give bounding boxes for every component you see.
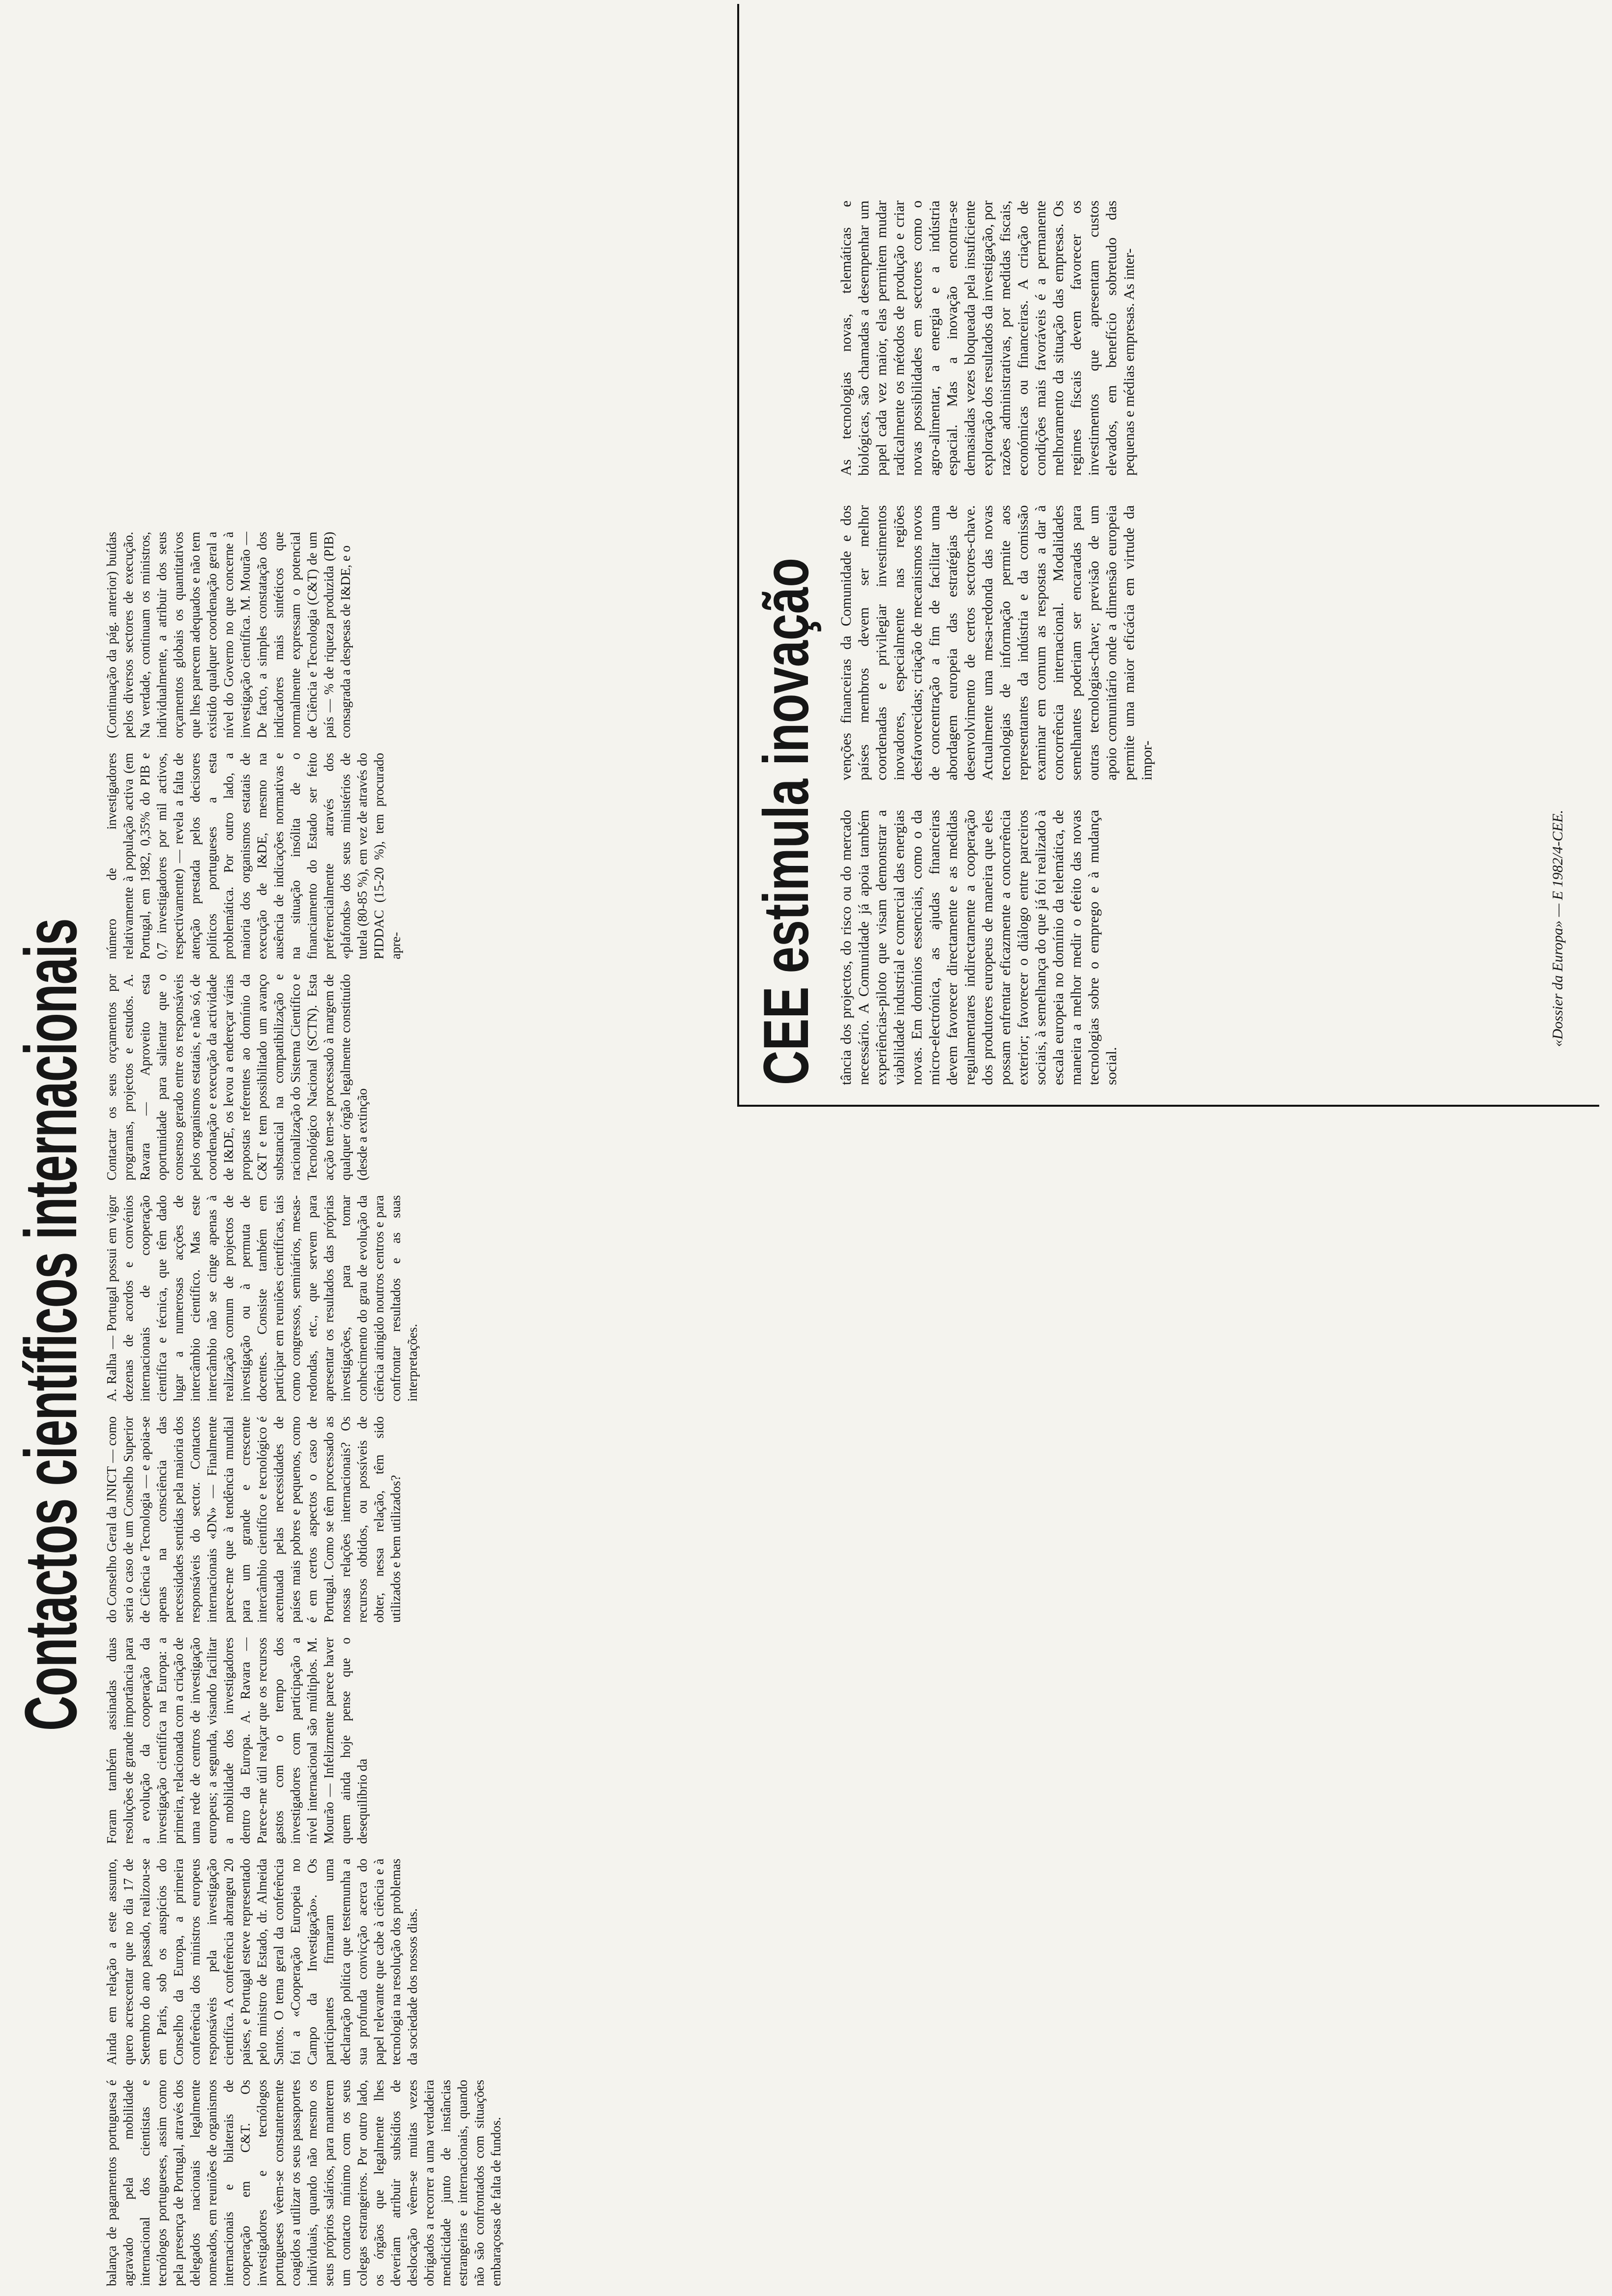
article-column-5: A. Ralha — Portugal possui em vigor dezenas de acordos e convénios internacionais de cooperação científica e técnica, que têm dado lugar a numerosas acções de intercâmbio científico. Mas este intercâmbio não se cinge apenas à realização comum de projectos de investigação ou à permuta de docentes. Consiste também em participar em reuniões científicas, tais como congressos, seminários, mesas-redondas, etc., que servem para apresentar os resultados das próprias investigações, para tomar conhecimento do grau de evolução da ciência atingido noutros centros e para confrontar resultados e as suas interpretações. <box>104 1195 420 1402</box>
article-column-1: balança de pagamentos portuguesa é agravado pela mobilidade internacional dos cientistas e tecnólogos portugueses, assim como pela presença de Portugal, através dos delegados nacionais legalmente nomeados, em reuniões de organismos internacionais e bilaterais de cooperação em C&T. Os investigadores e tecnólogos portugueses vêem-se constantemente coagidos a utilizar os seus passaportes individuais, quando não mesmo os seus próprios salários, para manterem um contacto mínimo com os seus colegas estrangeiros. Por outro lado, os órgãos que legalmente lhes deveriam atribuir subsídios de deslocação vêem-se muitas vezes obrigados a recorrer a uma verdadeira mendicidade junto de instâncias estrangeiras e internacionais, quando não são confrontados com situações embaraçosas de falta de fundos. <box>104 2080 503 2286</box>
boxed-column-1: tância dos projectos, do risco ou do mercado necessário. A Comunidade já apoia também experiências-piloto que visam demonstrar a viabilidade industrial e comercial das energias novas. Em domínios essenciais, como o da micro-electrónica, as ajudas financeiras devem favorecer directamente e as medidas regulamentares indirectamente a cooperação dos produtores europeus de maneira que eles possam enfrentar eficazmente a concorrência exterior; favorecer o diálogo entre parceiros sociais, à semelhança do que já foi realizado à escala europeia no domínio da telemática, de maneira a melhor medir o efeito das novas tecnologias sobre o emprego e à mudança social. <box>838 810 1120 1085</box>
headline-cee: CEE estimula inovação <box>750 558 822 1085</box>
article-column-6: Contactar os seus orçamentos por programas, projectos e estudos. A. Ravara — Aproveito esta oportunidade para salientar que o consenso gerado entre os responsáveis pelos organismos estatais, e não só, de coordenação e execução da actividade de I&DE, os levou a endereçar várias propostas referentes ao domínio da C&T e tem possibilitado um avanço substancial na compatibilização e racionalização do Sistema Científico e Tecnológico Nacional (SCTN). Esta acção tem-se processado à margem de qualquer órgão legalmente constituído (desde a extinção <box>104 974 370 1180</box>
article-column-4: do Conselho Geral da JNICT — como seria o caso de um Conselho Superior de Ciência e Tecnologia — e apoia-se apenas na consciência das necessidades sentidas pela maioria dos responsáveis do sector. Contactos internacionais «DN» — Finalmente parece-me que à tendência mundial para um grande e crescente intercâmbio científico e tecnológico é acentuada pelas necessidades de países mais pobres e pequenos, como é em certos aspectos o caso de Portugal. Como se têm processado as nossas relações internacionais? Os recursos obtidos, ou possíveis de obter, nessa relação, têm sido utilizados e bem utilizados? <box>104 1416 403 1623</box>
boxed-article-cee <box>737 4 1599 1107</box>
article-column-2: Ainda em relação a este assunto, quero acrescentar que no dia 17 de Setembro do ano passado, realizou-se em Paris, sob os auspícios do Conselho da Europa, a primeira conferência dos ministros europeus responsáveis pela investigação científica. A conferência abrangeu 20 países, e Portugal esteve representado pelo ministro de Estado, dr. Almeida Santos. O tema geral da conferência foi a «Cooperação Europeia no Campo da Investigação». Os participantes firmaram uma declaração política que testemunha a sua profunda convicção acerca do papel relevante que cabe à ciência e à tecnologia na resolução dos problemas da sociedade dos nossos dias. <box>104 1859 420 2065</box>
headline-contactos: Contactos científicos internacionais <box>9 918 92 1731</box>
article-column-7: número de investigadores relativamente à população activa (em Portugal, em 1982, 0,35% do PIB e 0,7 investigadores por mil activos, respectivamente) — revela a falta de atenção prestada pelos decisores políticos portugueses a esta problemática. Por outro lado, a maioria dos organismos estatais de execução de I&DE, mesmo na ausência de indicações normativas e na situação insólita de o financiamento do Estado ser feito preferencialmente através dos «plafonds» dos seus ministérios de tutela (80-85 %), em vez de através do PIDDAC (15-20 %), tem procurado apre- <box>104 753 403 959</box>
source-credit: «Dossier da Europa» — E 1982/4-CEE. <box>1550 810 1566 1047</box>
boxed-column-3: As tecnologias novas, telemáticas e biológicas, são chamadas a desempenhar um papel cada vez maior, elas permitem mudar radicalmente os métodos de produção e criar novas possibilidades em sectores como o agro-alimentar, a energia e a indústria espacial. Mas a inovação encontra-se demasiadas vezes bloqueada pela insuficiente exploração dos resultados da investigação, por razões administrativas, por medidas fiscais, económicas ou financeiras. A criação de condições mais favoráveis é a permanente melhoramento da situação das empresas. Os regimes fiscais devem favorecer os investimentos que apresentam custos elevados, em benefício sobretudo das pequenas e médias empresas. As inter- <box>838 201 1137 476</box>
article-column-3: Foram também assinadas duas resoluções de grande importância para a evolução da cooperação da investigação científica na Europa: a primeira, relacionada com a criação de uma rede de centros de investigação europeus; a segunda, visando facilitar a mobilidade dos investigadores dentro da Europa. A. Ravara — Parece-me útil realçar que os recursos gastos com o tempo dos investigadores com participação a nível internacional são múltiplos. M. Mourão — Infelizmente parece haver quem ainda hoje pense que o desequilíbrio da <box>104 1637 370 1844</box>
boxed-column-2: venções financeiras da Comunidade e dos países membros devem ser melhor coordenadas e privilegiar investimentos inovadores, especialmente nas regiões desfavorecidas; criação de mecanismos novos de concentração a fim de facilitar uma abordagem europeia das estratégias de desenvolvimento de certos sectores-chave. Actualmente uma mesa-redonda das novas tecnologias de informação permite aos representantes da indústria e da comissão examinar em comum as respostas a dar à concorrência internacional. Modalidades semelhantes poderiam ser encaradas para outras tecnologias-chave; previsão de um apoio comunitário onde a dimensão europeia permite uma maior eficácia em virtude da impor- <box>838 505 1155 780</box>
article-column-8: (Continuação da pág. anterior) buídas pelos diversos sectores de execução. Na verdade, continuam os ministros, individualmente, a atribuir dos seus orçamentos globais os quantitativos que lhes parecem adequados e não tem existido qualquer coordenação geral a nível do Governo no que concerne à investigação científica. M. Mourão — De facto, a simples constatação dos indicadores mais sintéticos que normalmente expressam o potencial de Ciência e Tecnologia (C&T) de um país — % de riqueza produzida (PIB) consagrada a despesas de I&DE, e o <box>104 532 353 738</box>
